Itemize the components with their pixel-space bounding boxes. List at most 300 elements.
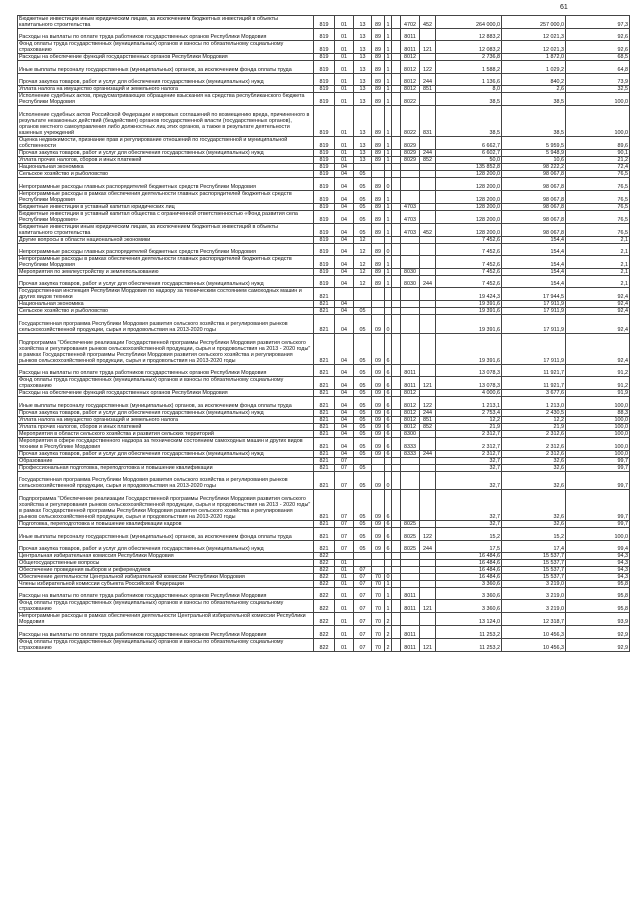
code-grbs: 822 [314, 574, 335, 581]
executed-amount: 17 911,9 [502, 333, 566, 364]
executed-amount: 10,6 [502, 157, 566, 164]
executed-amount: 12,2 [502, 416, 566, 423]
execution-percent: 2,1 [566, 275, 630, 287]
row-name: Иные выплаты персоналу государственных (муниципальных) органов, за исключением фонда оплаты труда [18, 528, 314, 540]
table-row [18, 528, 630, 540]
code-subprogram: 6 [385, 333, 392, 364]
code-grbs: 819 [314, 190, 335, 203]
code-direction [401, 288, 420, 301]
code-vid-rashodov [420, 268, 436, 275]
code-subprogram [385, 457, 392, 464]
executed-amount: 2 430,5 [502, 409, 566, 416]
code-razdel: 01 [335, 581, 354, 588]
code-subprogram: 2 [385, 626, 392, 638]
code-direction: 8011 [401, 29, 420, 41]
code-razdel: 04 [335, 416, 354, 423]
table-row [18, 390, 630, 397]
code-blank [392, 268, 401, 275]
row-name: Расходы на обеспечение функций государственных органов Республики Мордовия [18, 54, 314, 61]
code-razdel: 04 [335, 430, 354, 437]
table-row [18, 560, 630, 567]
code-vid-rashodov [420, 430, 436, 437]
code-podrazdel [354, 457, 372, 464]
executed-amount: 12 021,3 [502, 41, 566, 54]
budget-table [17, 15, 630, 652]
plan-amount: 264 000,0 [436, 16, 502, 29]
code-grbs: 819 [314, 16, 335, 29]
code-blank [392, 437, 401, 450]
code-program: 09 [372, 333, 385, 364]
plan-amount: 11 253,2 [436, 626, 502, 638]
table-row [18, 86, 630, 93]
row-name: Бюджетные инвестиции в уставный капитал общества с ограниченной ответственностью «Фонд развития села Республики Мордовия» [18, 210, 314, 223]
executed-amount: 154,4 [502, 243, 566, 255]
code-blank [392, 521, 401, 528]
code-direction: 8011 [401, 626, 420, 638]
code-program: 09 [372, 450, 385, 457]
executed-amount: 17,4 [502, 540, 566, 552]
code-subprogram [385, 464, 392, 471]
plan-amount: 11 253,2 [436, 638, 502, 651]
code-direction: 8022 [401, 106, 420, 137]
plan-amount: 2 312,7 [436, 450, 502, 457]
plan-amount: 6 602,7 [436, 150, 502, 157]
code-program: 89 [372, 268, 385, 275]
code-program [372, 560, 385, 567]
code-razdel: 01 [335, 106, 354, 137]
code-direction: 8030 [401, 268, 420, 275]
code-subprogram: 1 [386, 203, 390, 210]
execution-percent: 100,0 [566, 106, 630, 137]
row-name: Прочая закупка товаров, работ и услуг для обеспечения государственных (муниципальных) нужд [18, 73, 314, 85]
code-blank [392, 471, 401, 490]
code-direction [401, 308, 420, 315]
code-program [372, 457, 385, 464]
code-direction: 4703 [401, 223, 420, 236]
code-vid-rashodov [420, 553, 436, 560]
code-grbs: 821 [314, 450, 335, 457]
code-grbs: 821 [314, 364, 335, 376]
code-program: 89 [372, 16, 385, 29]
row-name: Мероприятия по землеустройству и землепользованию [18, 268, 314, 275]
execution-percent: 73,9 [566, 73, 630, 85]
execution-percent: 100,0 [566, 93, 630, 106]
plan-amount: 128 200,0 [436, 178, 502, 190]
table-row [18, 613, 630, 626]
code-program: 89 [372, 150, 385, 157]
plan-amount: 8,0 [436, 86, 502, 93]
code-grbs: 822 [314, 581, 335, 588]
code-vid-rashodov: 244 [420, 73, 436, 85]
code-subprogram: 0 [385, 315, 392, 334]
plan-amount: 19 391,6 [436, 308, 502, 315]
row-name: Другие вопросы в области национальной экономики [18, 236, 314, 243]
code-vid-rashodov [420, 457, 436, 464]
code-podrazdel [354, 164, 372, 171]
table-row [18, 377, 630, 390]
code-vid-rashodov [420, 178, 436, 190]
code-subprogram: 1 [385, 223, 392, 236]
table-row [18, 61, 630, 73]
code-subprogram [385, 164, 392, 171]
code-direction: 4702 [401, 16, 420, 29]
plan-amount: 19 391,6 [436, 315, 502, 334]
plan-amount: 2 736,8 [436, 54, 502, 61]
code-grbs: 822 [314, 613, 335, 626]
code-grbs: 821 [314, 377, 335, 390]
code-direction: 8011 [401, 364, 420, 376]
code-vid-rashodov [420, 581, 436, 588]
executed-amount: 3 219,0 [502, 588, 566, 600]
code-grbs: 821 [314, 464, 335, 471]
code-podrazdel: 07 [354, 626, 372, 638]
row-name: Бюджетные инвестиции иным юридическим лицам, за исключением бюджетных инвестиций в объекты капитального строительства [18, 16, 314, 29]
code-razdel: 04 [335, 377, 354, 390]
code-grbs: 821 [314, 315, 335, 334]
code-grbs: 819 [314, 243, 335, 255]
code-podrazdel: 13 [354, 150, 372, 157]
table-row [18, 164, 630, 171]
execution-percent: 91,2 [566, 377, 630, 390]
executed-amount: 17 911,9 [502, 301, 566, 308]
table-row [18, 157, 630, 164]
code-direction: 8012 [401, 61, 420, 73]
code-vid-rashodov: 244 [420, 150, 436, 157]
code-program [372, 553, 385, 560]
code-vid-rashodov: 852 [420, 423, 436, 430]
code-razdel: 01 [335, 638, 354, 651]
executed-amount: 98 067,8 [502, 171, 566, 178]
execution-percent: 95,8 [566, 588, 630, 600]
code-podrazdel: 05 [354, 490, 372, 521]
execution-percent: 92,4 [566, 301, 630, 308]
code-subprogram [385, 288, 392, 301]
code-subprogram [385, 171, 392, 178]
execution-percent: 100,0 [566, 397, 630, 409]
row-name: Непрограммные расходы в рамках обеспечения деятельности главных распорядителей бюджетных средств Республики Мордовия [18, 190, 314, 203]
table-row [18, 437, 630, 450]
execution-percent: 91,2 [566, 364, 630, 376]
executed-amount: 15 537,7 [502, 567, 566, 574]
plan-amount: 128 200,0 [436, 210, 502, 223]
code-vid-rashodov: 852 [420, 157, 436, 164]
code-vid-rashodov [420, 464, 436, 471]
executed-amount: 98 222,2 [502, 164, 566, 171]
code-subprogram: 1 [385, 61, 392, 73]
code-vid-rashodov: 452 [420, 223, 436, 236]
row-name: Образование [18, 457, 314, 464]
code-vid-rashodov [420, 210, 436, 223]
code-razdel: 01 [335, 41, 354, 54]
code-blank [392, 423, 401, 430]
table-row [18, 93, 630, 106]
code-razdel: 04 [335, 275, 354, 287]
row-name: Подготовка, переподготовка и повышение квалификации кадров [18, 521, 314, 528]
code-razdel: 01 [335, 613, 354, 626]
row-name: Фонд оплаты труда государственных (муниципальных) органов и взносы по обязательному социальному страхованию [18, 41, 314, 54]
code-vid-rashodov: 122 [420, 61, 436, 73]
code-direction: 8012 [401, 423, 420, 430]
plan-amount: 1 213,1 [436, 397, 502, 409]
code-blank [392, 178, 401, 190]
plan-amount: 2 753,4 [436, 409, 502, 416]
code-direction: 4703 [401, 210, 420, 223]
code-podrazdel: 07 [354, 588, 372, 600]
code-podrazdel: 13 [354, 93, 372, 106]
table-row [18, 553, 630, 560]
execution-percent: 94,3 [566, 560, 630, 567]
code-razdel: 01 [335, 73, 354, 85]
code-program: 89 [372, 86, 385, 93]
code-direction [401, 243, 420, 255]
code-grbs: 821 [314, 390, 335, 397]
code-vid-rashodov [420, 288, 436, 301]
row-name: Государственная программа Республики Мордовия развития сельского хозяйства и регулирования рынков сельскохозяйственной продукции, сырья и продовольствия на 2013-2020 годы [18, 315, 314, 334]
code-vid-rashodov [420, 567, 436, 574]
execution-percent: 93,9 [566, 613, 630, 626]
code-vid-rashodov: 244 [420, 409, 436, 416]
code-vid-rashodov [420, 574, 436, 581]
table-row [18, 333, 630, 364]
plan-amount: 128 200,0 [436, 190, 502, 203]
table-row [18, 464, 630, 471]
code-razdel: 07 [335, 540, 354, 552]
code-subprogram: 1 [385, 275, 392, 287]
plan-amount: 16 484,6 [436, 574, 502, 581]
row-name: Государственная инспекция Республики Мордовия по надзору за техническим состоянием самоходных машин и других видов техники [18, 288, 314, 301]
code-direction [401, 457, 420, 464]
code-grbs: 819 [314, 106, 335, 137]
code-podrazdel: 05 [354, 377, 372, 390]
code-program [372, 464, 385, 471]
code-podrazdel: 12 [354, 268, 372, 275]
code-subprogram: 0 [385, 178, 392, 190]
executed-amount: 12 318,7 [502, 613, 566, 626]
code-program [372, 288, 385, 301]
plan-amount: 16 484,6 [436, 553, 502, 560]
code-grbs: 819 [314, 223, 335, 236]
code-grbs: 822 [314, 560, 335, 567]
execution-percent: 92,9 [566, 638, 630, 651]
code-blank [392, 430, 401, 437]
code-blank [392, 137, 401, 150]
code-podrazdel: 07 [354, 638, 372, 651]
execution-percent: 91,9 [566, 390, 630, 397]
table-body [18, 16, 630, 652]
code-razdel: 07 [335, 521, 354, 528]
executed-amount: 1 029,2 [502, 61, 566, 73]
code-podrazdel: 05 [354, 540, 372, 552]
code-program: 09 [372, 437, 385, 450]
code-razdel: 01 [335, 150, 354, 157]
code-grbs: 819 [314, 86, 335, 93]
plan-amount: 2 312,7 [436, 430, 502, 437]
code-vid-rashodov [420, 471, 436, 490]
executed-amount: 11 921,7 [502, 364, 566, 376]
code-razdel: 04 [335, 409, 354, 416]
execution-percent: 100,0 [566, 430, 630, 437]
code-razdel: 04 [335, 364, 354, 376]
code-blank [392, 560, 401, 567]
code-subprogram [385, 301, 392, 308]
code-subprogram: 6 [385, 397, 392, 409]
code-razdel: 07 [335, 471, 354, 490]
plan-amount: 12 083,2 [436, 41, 502, 54]
code-blank [392, 41, 401, 54]
code-grbs: 821 [314, 416, 335, 423]
code-razdel: 04 [335, 171, 354, 178]
plan-amount: 19 391,6 [436, 333, 502, 364]
code-razdel: 04 [335, 390, 354, 397]
plan-amount: 19 391,6 [436, 301, 502, 308]
code-podrazdel: 05 [354, 450, 372, 457]
code-vid-rashodov: 121 [420, 600, 436, 613]
execution-percent: 99,7 [566, 464, 630, 471]
code-direction: 4703 [401, 203, 420, 210]
table-row [18, 210, 630, 223]
code-program: 89 [372, 275, 385, 287]
code-direction: 8012 [401, 409, 420, 416]
execution-percent: 100,0 [566, 423, 630, 430]
row-name: Сельское хозяйство и рыболовство [18, 171, 314, 178]
code-vid-rashodov: 244 [420, 450, 436, 457]
code-vid-rashodov: 851 [420, 416, 436, 423]
row-name: Исполнение судебных актов, предусматривающих обращение взыскания на средства республиканского бюджета Республики Мордовия [18, 93, 314, 106]
code-blank [392, 377, 401, 390]
table-row [18, 171, 630, 178]
code-subprogram: 6 [385, 377, 392, 390]
table-row [18, 416, 630, 423]
code-razdel: 01 [335, 54, 354, 61]
row-name: Иные выплаты персоналу государственных (муниципальных) органов, за исключением фонда оплаты труда [18, 397, 314, 409]
code-subprogram: 1 [386, 150, 390, 157]
executed-amount: 10 456,3 [502, 626, 566, 638]
code-grbs: 821 [314, 288, 335, 301]
code-vid-rashodov: 244 [420, 275, 436, 287]
executed-amount: 98 067,8 [502, 190, 566, 203]
code-subprogram: 6 [386, 430, 390, 437]
execution-percent: 92,4 [566, 308, 630, 315]
execution-percent: 94,3 [566, 567, 630, 574]
execution-percent: 92,4 [566, 333, 630, 364]
code-program: 89 [372, 190, 385, 203]
code-subprogram: 1 [385, 41, 392, 54]
row-name: Прочая закупка товаров, работ и услуг для обеспечения государственных (муниципальных) нужд [18, 275, 314, 287]
execution-percent: 92,4 [566, 288, 630, 301]
execution-percent: 99,4 [566, 540, 630, 552]
code-blank [392, 93, 401, 106]
execution-percent: 72,4 [566, 164, 630, 171]
code-grbs: 821 [314, 521, 335, 528]
plan-amount: 32,7 [436, 471, 502, 490]
code-program: 09 [372, 409, 385, 416]
table-row [18, 409, 630, 416]
executed-amount: 5 959,5 [502, 137, 566, 150]
code-vid-rashodov [420, 364, 436, 376]
code-grbs: 821 [314, 333, 335, 364]
table-row [18, 600, 630, 613]
code-vid-rashodov: 244 [420, 540, 436, 552]
plan-amount: 16 484,6 [436, 567, 502, 574]
code-podrazdel: 05 [354, 397, 372, 409]
code-program: 70 [372, 626, 385, 638]
code-subprogram: 6 [385, 528, 392, 540]
code-vid-rashodov [420, 333, 436, 364]
row-name: Оценка недвижимости, признание прав и регулирование отношений по государственной и муниципальной собственности [18, 137, 314, 150]
code-vid-rashodov [420, 560, 436, 567]
plan-amount: 32,7 [436, 490, 502, 521]
table-row [18, 450, 630, 457]
row-name: Расходы на выплаты по оплате труда работников государственных органов Республики Мордовия [18, 588, 314, 600]
plan-amount: 3 360,6 [436, 588, 502, 600]
code-subprogram: 0 [385, 471, 392, 490]
code-grbs: 819 [314, 61, 335, 73]
code-blank [392, 490, 401, 521]
executed-amount: 154,4 [502, 236, 566, 243]
executed-amount: 98 067,8 [502, 223, 566, 236]
execution-percent: 94,3 [566, 553, 630, 560]
execution-percent: 99,7 [566, 490, 630, 521]
code-program: 70 [372, 588, 385, 600]
executed-amount: 840,2 [502, 73, 566, 85]
code-direction: 8011 [401, 588, 420, 600]
code-blank [392, 416, 401, 423]
executed-amount: 3 219,0 [502, 600, 566, 613]
code-razdel: 04 [335, 255, 354, 268]
execution-percent: 99,7 [566, 521, 630, 528]
code-blank [392, 581, 401, 588]
code-podrazdel: 13 [354, 16, 372, 29]
plan-amount: 7 452,6 [436, 236, 502, 243]
code-subprogram [385, 308, 392, 315]
table-row [18, 178, 630, 190]
code-podrazdel: 07 [354, 567, 372, 574]
code-program: 89 [372, 243, 385, 255]
code-podrazdel: 05 [354, 521, 372, 528]
code-vid-rashodov [420, 190, 436, 203]
code-direction: 8012 [401, 397, 420, 409]
code-subprogram: 1 [385, 255, 392, 268]
code-razdel [335, 288, 354, 301]
plan-amount: 6 662,7 [436, 137, 502, 150]
code-grbs: 821 [314, 397, 335, 409]
code-direction [401, 333, 420, 364]
execution-percent: 99,7 [566, 457, 630, 464]
row-name: Расходы на обеспечение функций государственных органов Республики Мордовия [18, 390, 314, 397]
code-grbs: 819 [314, 137, 335, 150]
code-direction [401, 164, 420, 171]
code-blank [392, 86, 401, 93]
code-grbs: 819 [314, 210, 335, 223]
code-blank [392, 190, 401, 203]
code-vid-rashodov [420, 54, 436, 61]
code-razdel: 04 [335, 164, 354, 171]
code-program: 70 [372, 581, 385, 588]
code-direction: 8022 [401, 93, 420, 106]
row-name: Уплата прочих налогов, сборов и иных платежей [18, 157, 314, 164]
code-subprogram [385, 567, 392, 574]
code-grbs: 819 [314, 29, 335, 41]
table-row [18, 73, 630, 85]
code-razdel: 01 [335, 61, 354, 73]
plan-amount: 7 452,6 [436, 275, 502, 287]
code-grbs: 822 [314, 567, 335, 574]
code-subprogram [385, 553, 392, 560]
code-razdel: 07 [335, 457, 354, 464]
table-row [18, 581, 630, 588]
code-direction [401, 178, 420, 190]
code-grbs: 822 [314, 600, 335, 613]
